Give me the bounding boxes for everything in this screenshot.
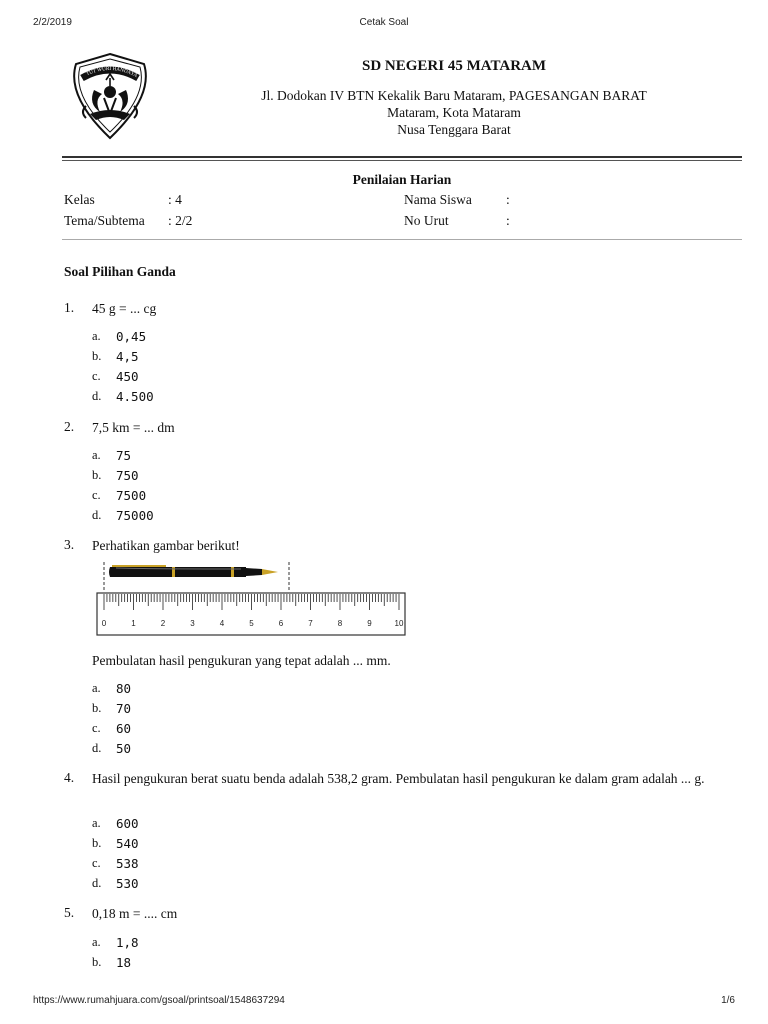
- question-number: 3.: [64, 537, 75, 552]
- tema-label: Tema/Subtema: [64, 213, 145, 228]
- tema-value: : 2/2: [168, 213, 193, 228]
- school-address-line1: Jl. Dodokan IV BTN Kekalik Baru Mataram, PAGESANGAN BARAT: [261, 88, 647, 103]
- pen-ruler-figure: [96, 558, 408, 638]
- question-text: 7,5 km = ... dm: [92, 420, 175, 435]
- nama-siswa-label: Nama Siswa: [404, 192, 472, 207]
- question-3: [64, 537, 740, 555]
- question-number: 1.: [64, 300, 75, 315]
- ruler-label: 6: [278, 619, 284, 628]
- question-text: 0,18 m = .... cm: [92, 906, 178, 921]
- pen-icon: [109, 565, 278, 577]
- school-address-line2: Mataram, Kota Mataram: [387, 105, 521, 120]
- assessment-title: Penilaian Harian: [352, 172, 452, 187]
- no-urut-value: :: [506, 213, 510, 228]
- ruler-label: 4: [219, 619, 225, 628]
- print-date: 2/2/2019: [33, 17, 72, 28]
- print-title: Cetak Soal: [359, 17, 409, 28]
- print-url: https://www.rumahjuara.com/gsoal/printsoal/1548637294: [33, 995, 285, 1006]
- ruler-label: 0: [101, 619, 107, 628]
- question-number: 2.: [64, 419, 75, 434]
- school-name: SD NEGERI 45 MATARAM: [361, 58, 547, 74]
- question-4: [64, 770, 740, 806]
- tut-wuri-handayani-logo: [64, 52, 156, 140]
- kelas-label: Kelas: [64, 192, 95, 207]
- ruler-label: 3: [190, 619, 195, 628]
- print-header: [33, 17, 735, 31]
- question-text: Perhatikan gambar berikut!: [92, 538, 240, 553]
- no-urut-label: No Urut: [404, 213, 449, 228]
- question-number: 5.: [64, 905, 75, 920]
- question-5: [64, 905, 740, 923]
- question-text: Hasil pengukuran berat suatu benda adalah 538,2 gram. Pembulatan hasil pengukuran ke dalam gram adalah ... g.: [92, 771, 705, 786]
- ruler-label: 1: [131, 619, 136, 628]
- print-page-number: 1/6: [721, 995, 735, 1006]
- print-footer: [33, 995, 735, 1009]
- section-title: Soal Pilihan Ganda: [64, 264, 176, 279]
- ruler-label: 2: [160, 619, 166, 628]
- ruler-label: 7: [308, 619, 313, 628]
- nama-siswa-value: :: [506, 192, 510, 207]
- question-followup-text: Pembulatan hasil pengukuran yang tepat adalah ... mm.: [92, 653, 391, 668]
- info-divider: [62, 239, 742, 240]
- question-3-followup: [64, 652, 740, 670]
- header-divider-thick: [62, 156, 742, 158]
- question-number: 4.: [64, 770, 75, 785]
- school-address-line3: Nusa Tenggara Barat: [397, 122, 511, 137]
- question-text: 45 g = ... cg: [92, 301, 157, 316]
- ruler-label: 8: [337, 619, 343, 628]
- ruler-label: 9: [367, 619, 372, 628]
- ruler-label: 10: [394, 619, 404, 628]
- question-2: [64, 419, 740, 437]
- logo-motto: TUT WURI HANDAYA: [85, 65, 139, 79]
- kelas-value: : 4: [168, 192, 182, 207]
- header-divider-thin: [62, 160, 742, 161]
- question-1: [64, 300, 740, 318]
- ruler-body: [97, 593, 405, 635]
- ruler-label: 5: [249, 619, 254, 628]
- school-header: [180, 58, 728, 138]
